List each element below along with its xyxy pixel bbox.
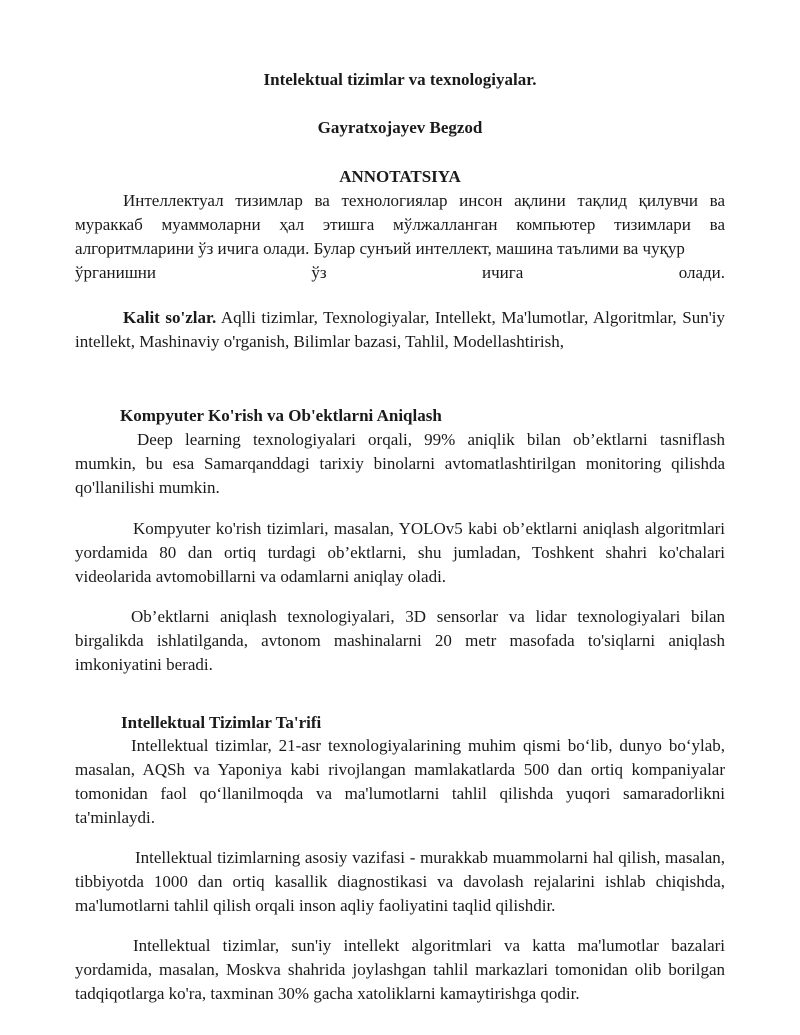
section-heading-computer-vision: Kompyuter Ko'rish va Ob'ektlarni Aniqlash — [120, 406, 442, 425]
section-heading-definition: Intellektual Tizimlar Ta'rifi — [121, 713, 322, 732]
document-title: Intelektual tizimlar va texnologiyalar. — [263, 70, 537, 89]
keywords-paragraph — [75, 306, 725, 354]
section1-paragraph-3: Ob’ektlarni aniqlash texnologiyalari, 3D sensorlar va lidar texnologiyalari bilan birgalikda ishlatilganda, avtonom mashinalarni 20 metr masofada to'siqlarni aniqlash imkoniyatini beradi. — [75, 607, 725, 674]
author-name: Gayratxojayev Begzod — [317, 118, 483, 137]
section1-paragraph-1: Deep learning texnologiyalari orqali, 99% aniqlik bilan ob’ektlarni tasniflash mumkin, bu esa Samarqanddagi tarixiy binolarni avtomatlashtirilgan monitoring qilishda qo'llanilishi mumkin. — [75, 430, 725, 497]
keywords-text: Aqlli tizimlar, Texnologiyalar, Intellekt, Ma'lumotlar, Algoritmlar, Sun'iy intellekt, Mashinaviy o'rganish, Bilimlar bazasi, Tahlil, Modellashtirish, — [75, 308, 725, 351]
section2-paragraph-1: Intellektual tizimlar, 21-asr texnologiyalarining muhim qismi bo‘lib, dunyo bo‘ylab, masalan, AQSh va Yaponiya kabi rivojlangan mamlakatlarda 500 dan ortiq kompaniyalar tomonidan faol qo‘llanilmoqda va ma'lumotlarni tahlil qilishda yuqori samaradorlikni ta'minlaydi. — [75, 736, 725, 827]
annotation-paragraph-end: ўрганишни ўз ичига олади. — [75, 263, 725, 282]
keywords-label: Kalit so'zlar. — [123, 308, 217, 327]
section1-paragraph-2: Kompyuter ko'rish tizimlari, masalan, YOLOv5 kabi ob’ektlarni aniqlash algoritmlari yordamida 80 dan ortiq turdagi ob’ektlarni, shu jumladan, Toshkent shahri ko'chalari videolarida avtomobillarni va odamlarni aniqlay oladi. — [75, 519, 725, 586]
annotation-paragraph: Интеллектуал тизимлар ва технологиялар инсон ақлини тақлид қилувчи ва мураккаб муаммоларни ҳал этишга мўлжалланган компьютер тизимлари ва алгоритмларини ўз ичига олади. Булар сунъий интеллект, машина таълими ва чуқур — [75, 191, 725, 258]
section2-paragraph-2: Intellektual tizimlarning asosiy vazifasi - murakkab muammolarni hal qilish, masalan, tibbiyotda 1000 dan ortiq kasallik diagnostikasi va davolash rejalarini ishlab chiqishda, ma'lumotlarni tahlil qilish orqali inson aqliy faoliyatini taqlid qilishdir. — [75, 848, 725, 915]
section2-paragraph-3: Intellektual tizimlar, sun'iy intellekt algoritmlari va katta ma'lumotlar bazalari yordamida, masalan, Moskva shahrida joylashgan tahlil markazlari tomonidan olib borilgan tadqiqotlarga ko'ra, taxminan 30% gacha xatoliklarni kamaytirishga qodir. — [75, 936, 725, 1003]
annotation-heading: ANNOTATSIYA — [339, 167, 461, 186]
